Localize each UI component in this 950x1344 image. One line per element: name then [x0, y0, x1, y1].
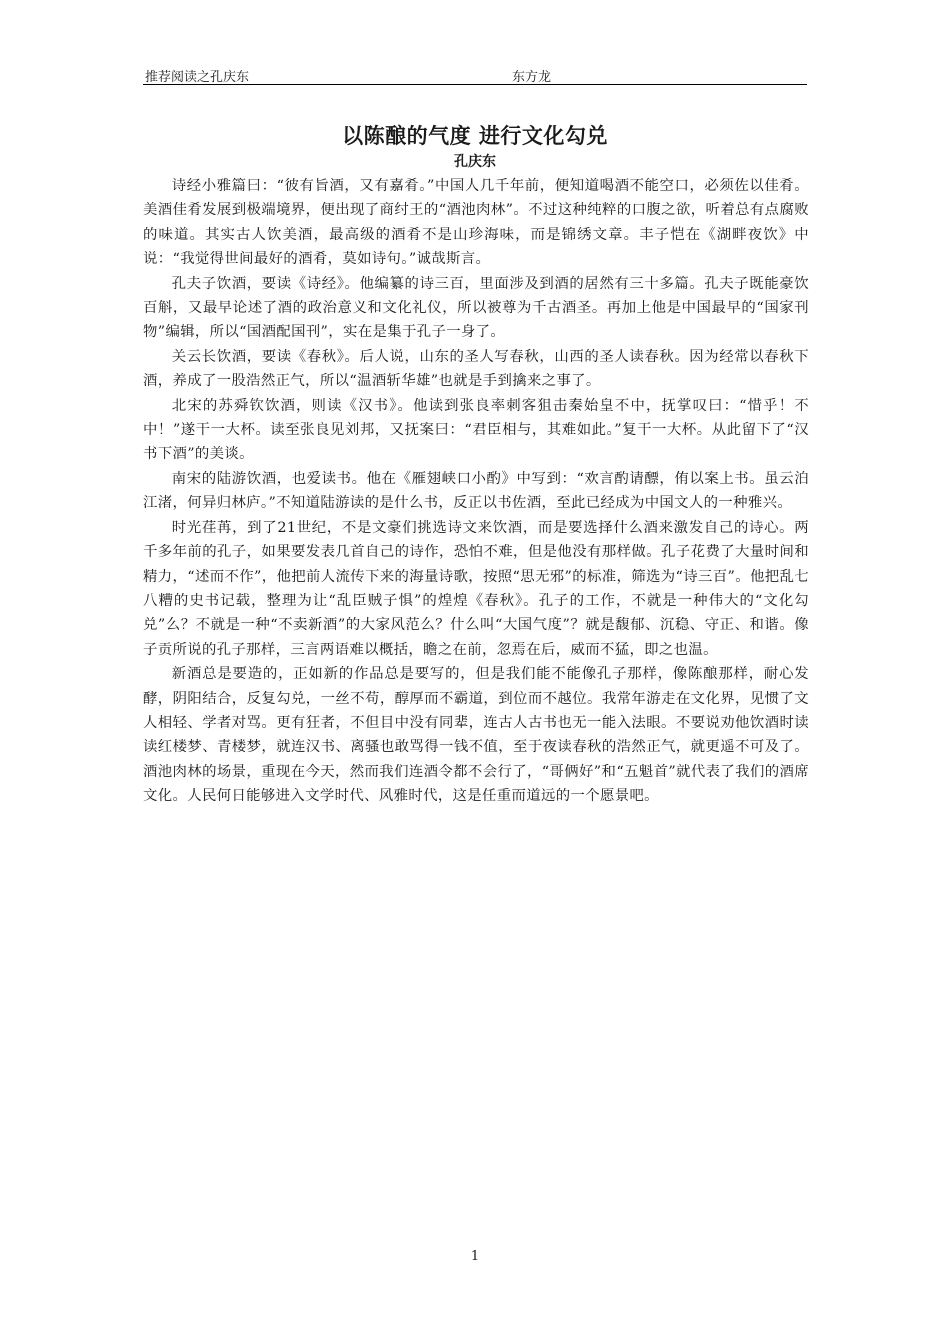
article-body	[143, 174, 809, 809]
page-header	[143, 64, 807, 85]
paragraph: 北宋的苏舜钦饮酒，则读《汉书》。他读到张良率刺客狙击秦始皇不中，抚掌叹曰：“惜乎！不中！”遂干一大杯。读至张良见刘邦，又抚案曰：“君臣相与，其难如此。”复干一大杯。从此留下了“汉书下酒”的美谈。	[143, 397, 809, 463]
paragraph: 诗经小雅篇曰：“彼有旨酒，又有嘉肴。”中国人几千年前，便知道喝酒不能空口，必须佐以佳肴。美酒佳肴发展到极端境界，便出现了商纣王的“酒池肉林”。不过这种纯粹的口腹之欲，听着总有点腐败的味道。其实古人饮美酒，最高级的酒肴不是山珍海味，而是锦绣文章。丰子恺在《湖畔夜饮》中说：“我觉得世间最好的酒肴，莫如诗句。”诚哉斯言。	[143, 178, 809, 268]
paragraph: 南宋的陆游饮酒，也爱读书。他在《雁翅峡口小酌》中写到：“欢言酌请醥，侑以案上书。虽云泊江渚，何异归林庐。”不知道陆游读的是什么书，反正以书佐酒，至此已经成为中国文人的一种雅兴。	[143, 470, 809, 512]
page-number: 1	[470, 1249, 480, 1264]
header-left-text: 推荐阅读之孔庆东	[145, 70, 250, 85]
article-title: 以陈酿的气度 进行文化勾兑	[342, 124, 608, 148]
paragraph: 时光荏苒，到了21世纪，不是文豪们挑选诗文来饮酒，而是要选择什么酒来激发自己的诗心。两千多年前的孔子，如果要发表几首自己的诗作，恐怕不难，但是他没有那样做。孔子花费了大量时间和精力，“述而不作”，他把前人流传下来的海量诗歌，按照“思无邪”的标准，筛选为“诗三百”。他把乱七八糟的史书记载，整理为让“乱臣贼子惧”的煌煌《春秋》。孔子的工作，不就是一种伟大的“文化勾兑”么？不就是一种“不卖新酒”的大家风范么？什么叫“大国气度”？就是馥郁、沉稳、守正、和谐。像子贡所说的孔子那样，三言两语难以概括，瞻之在前，忽焉在后，威而不猛，即之也温。	[143, 519, 809, 658]
paragraph: 关云长饮酒，要读《春秋》。后人说，山东的圣人写春秋，山西的圣人读春秋。因为经常以春秋下酒，养成了一股浩然正气，所以“温酒斩华雄”也就是手到擒来之事了。	[143, 348, 809, 390]
header-center-text: 东方龙	[512, 70, 552, 85]
paragraph: 孔夫子饮酒，要读《诗经》。他编纂的诗三百，里面涉及到酒的居然有三十多篇。孔夫子既能豪饮百斛，又最早论述了酒的政治意义和文化礼仪，所以被尊为千古酒圣。再加上他是中国最早的“国家刊物”编辑，所以“国酒配国刊”，实在是集于孔子一身了。	[143, 275, 809, 341]
article-author: 孔庆东	[454, 154, 496, 170]
paragraph: 新酒总是要造的，正如新的作品总是要写的，但是我们能不能像孔子那样，像陈酿那样，耐心发酵，阴阳结合，反复勾兑，一丝不苟，醇厚而不霸道，到位而不越位。我常年游走在文化界，见惯了文人相轻、学者对骂。更有狂者，不但目中没有同辈，连古人古书也无一能入法眼。不要说劝他饮酒时读读红楼梦、青楼梦，就连汉书、离骚也敢骂得一钱不值，至于夜读春秋的浩然正气，就更遥不可及了。酒池肉林的场景，重现在今天，然而我们连酒令都不会行了，“哥俩好”和“五魁首”就代表了我们的酒席文化。人民何日能够进入文学时代、风雅时代，这是任重而道远的一个愿景吧。	[143, 666, 809, 805]
